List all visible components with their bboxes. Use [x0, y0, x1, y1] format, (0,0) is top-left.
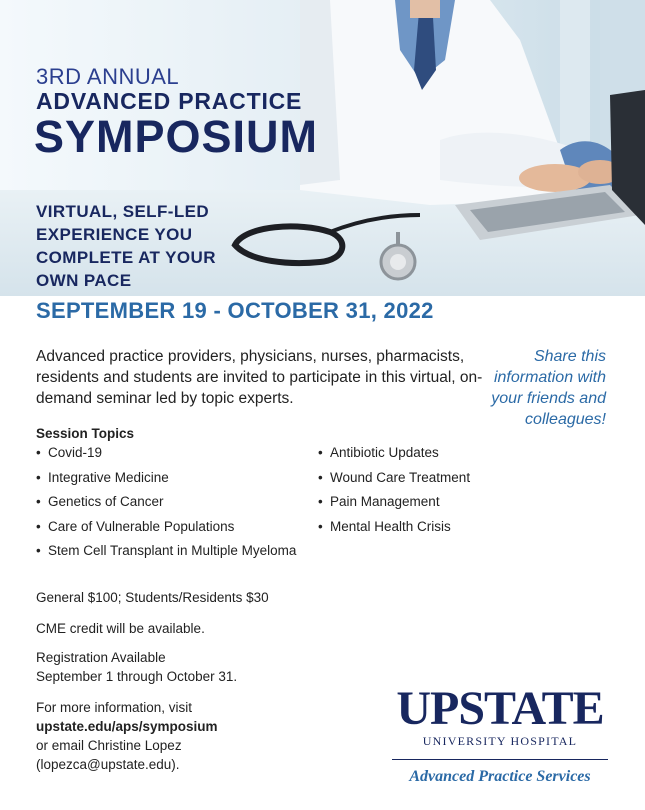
session-topics-heading: Session Topics [36, 426, 135, 441]
list-item: • Genetics of Cancer [36, 493, 296, 518]
event-format-tagline: VIRTUAL, SELF-LED EXPERIENCE YOU COMPLETE AT YOUR OWN PACE [36, 202, 216, 290]
list-item: • Antibiotic Updates [318, 444, 470, 469]
contact-info [36, 698, 218, 774]
email-label: or email Christine Lopez [36, 738, 182, 753]
more-info-label: For more information, visit [36, 700, 193, 715]
logo-subtitle: UNIVERSITY HOSPITAL [422, 734, 578, 748]
list-item: • Covid-19 [36, 444, 296, 469]
list-item: • Integrative Medicine [36, 469, 296, 494]
pricing-text: General $100; Students/Residents $30 [36, 590, 269, 605]
intro-paragraph: Advanced practice providers, physicians, nurses, pharmacists, residents and students are invited to participate in this virtual, on-demand seminar led by topic experts. [36, 348, 483, 407]
registration-dates: September 1 through October 31. [36, 669, 238, 684]
contact-email[interactable]: (lopezca@upstate.edu). [36, 757, 180, 772]
registration-line: Registration Available [36, 650, 166, 665]
symposium-link[interactable]: upstate.edu/aps/symposium [36, 719, 218, 734]
event-title: SYMPOSIUM [34, 111, 319, 162]
event-edition: 3RD ANNUAL [36, 64, 180, 89]
logo-divider [392, 759, 608, 760]
list-item: • Stem Cell Transplant in Multiple Myeloma [36, 542, 296, 567]
event-title-line: ADVANCED PRACTICE [36, 88, 303, 114]
logo-wordmark: UPSTATE [396, 682, 604, 735]
list-item: • Care of Vulnerable Populations [36, 518, 296, 543]
event-dates: SEPTEMBER 19 - OCTOBER 31, 2022 [36, 298, 434, 323]
department-name: Advanced Practice Services [409, 768, 591, 785]
cme-note: CME credit will be available. [36, 621, 205, 636]
registration-info [36, 648, 237, 686]
list-item: • Pain Management [318, 493, 470, 518]
upstate-logo [392, 682, 608, 786]
list-item: • Mental Health Crisis [318, 518, 470, 543]
list-item: • Wound Care Treatment [318, 469, 470, 494]
hero-banner [0, 0, 645, 296]
topics-list-right [318, 444, 470, 542]
topics-list-left [36, 444, 296, 567]
share-callout: Share this information with your friends and colleagues! [491, 348, 606, 428]
